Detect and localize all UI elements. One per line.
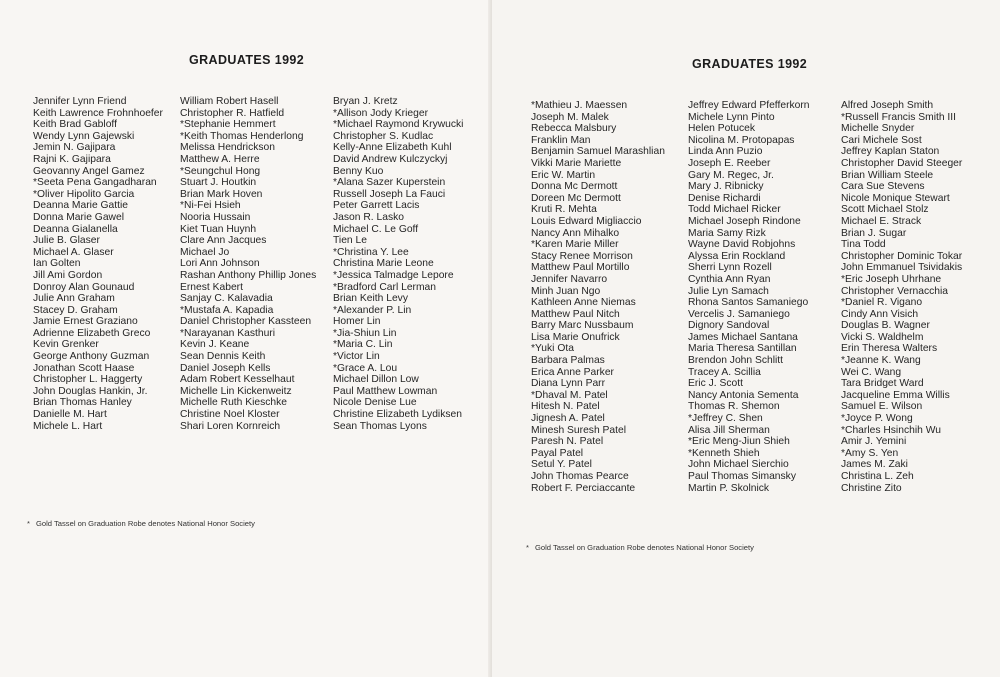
graduate-name: Rashan Anthony Phillip Jones [180,269,317,281]
graduate-name: Denise Richardi [688,192,761,204]
graduate-name: Cari Michele Sost [841,134,922,146]
graduate-name: Diana Lynn Parr [531,378,606,390]
graduate-name: Brian Thomas Hanley [33,397,132,409]
graduate-name: Christina Marie Leone [333,258,434,270]
graduate-name: Lori Ann Johnson [180,258,260,270]
graduate-name: *Seeta Pena Gangadharan [33,177,157,189]
graduate-name: Scott Michael Stolz [841,204,929,216]
graduate-name: Stuart J. Houtkin [180,177,257,189]
graduate-name: Michael Joseph Rindone [688,215,801,227]
footnote-text: Gold Tassel on Graduation Robe denotes National Honor Society [35,519,255,528]
graduate-name: Kelly-Anne Elizabeth Kuhl [333,142,452,154]
graduate-name: *Jeanne K. Wang [841,355,921,367]
graduate-name: *Karen Marie Miller [531,239,619,251]
graduate-name: Rebecca Malsbury [531,123,617,135]
graduate-name: Dignory Sandoval [688,320,770,332]
graduate-name: Robert F. Perciaccante [531,482,636,494]
graduate-name: Kevin Grenker [33,339,99,351]
graduate-name: Joseph M. Malek [531,111,609,123]
graduate-name: Christopher Dominic Tokar [841,250,963,262]
graduate-name: Brian Mark Hoven [180,188,263,200]
graduate-name: Samuel E. Wilson [841,401,923,413]
graduate-name: Linda Ann Puzio [688,146,763,158]
graduate-name: Wayne David Robjohns [688,239,796,251]
right-page [492,0,1000,677]
graduate-name: Adrienne Elizabeth Greco [33,327,151,339]
graduate-name: Kevin J. Keane [180,339,250,351]
graduate-name: *Grace A. Lou [333,362,398,374]
graduate-name: *Maria C. Lin [333,339,393,351]
graduate-name: Alisa Jill Sherman [688,424,770,436]
page-title: GRADUATES 1992 [189,53,305,67]
graduate-name: Sean Dennis Keith [180,351,266,363]
graduate-name: Brian J. Sugar [841,227,907,239]
graduate-name: Jeffrey Edward Pfefferkorn [688,100,810,111]
graduate-name: Deanna Marie Gattie [33,200,129,212]
graduate-name: Matthew A. Herre [180,153,260,165]
graduate-name: Tracey A. Scillia [688,366,761,378]
left-page [0,0,492,677]
graduate-name: Doreen Mc Dermott [531,192,621,204]
graduate-name: Jennifer Navarro [531,273,608,285]
graduate-name: Daniel Joseph Kells [180,362,271,374]
graduate-name: Maria Samy Rizk [688,227,766,239]
graduate-name: Danielle M. Hart [33,409,107,421]
graduate-name: Shari Loren Kornreich [180,420,281,432]
graduate-name: Nancy Ann Mihalko [531,227,620,239]
graduate-name: Christopher S. Kudlac [333,130,434,142]
graduate-name: Payal Patel [531,447,584,459]
graduate-name: *Narayanan Kasthuri [180,327,276,339]
graduate-name: Christopher L. Haggerty [33,374,143,386]
graduate-name: Melissa Hendrickson [180,142,275,154]
graduate-name: Christopher David Steeger [841,157,963,169]
page-title: GRADUATES 1992 [692,57,808,71]
graduate-name: William Robert Hasell [180,96,279,107]
graduate-name: Stacey D. Graham [33,304,118,316]
graduate-name: Joseph E. Reeber [688,157,771,169]
graduate-name: James M. Zaki [841,459,908,471]
graduate-name: Erin Theresa Walters [841,343,938,355]
graduate-name: Rajni K. Gajipara [33,153,111,165]
graduate-name: *Dhaval M. Patel [531,389,608,401]
graduate-name: Jill Ami Gordon [33,269,103,281]
graduate-name: Michelle Lin Kickenweitz [180,385,292,397]
graduate-name: Setul Y. Patel [531,459,592,471]
graduate-name: Jonathan Scott Haase [33,362,135,374]
graduate-name: Julie Ann Graham [33,293,115,305]
graduate-name: Brendon John Schlitt [688,355,784,367]
graduate-name: Kruti R. Mehta [531,204,597,216]
graduate-name: John Michael Sierchio [688,459,789,471]
graduate-name: *Jia-Shiun Lin [333,327,397,339]
graduate-name: *Jessica Talmadge Lepore [333,269,454,281]
graduate-name: Cynthia Ann Ryan [688,273,771,285]
graduate-name: Sean Thomas Lyons [333,420,427,432]
graduate-name: Michelle Snyder [841,123,915,135]
graduate-name: Jignesh A. Patel [531,413,605,425]
graduate-name: Nooria Hussain [180,211,251,223]
graduate-name: *Alexander P. Lin [333,304,412,316]
graduate-name: Erica Anne Parker [531,366,614,378]
graduate-name: Paul Thomas Simansky [688,471,796,482]
graduate-name: *Eric Joseph Uhrhane [841,273,942,285]
graduate-name: Wendy Lynn Gajewski [33,130,135,142]
graduate-name: Alfred Joseph Smith [841,100,934,111]
graduate-name: Matthew Paul Nitch [531,308,620,320]
name-column [688,100,810,494]
graduate-name: *Oliver Hipolito Garcia [33,188,135,200]
graduate-name: Michelle Ruth Kieschke [180,397,288,409]
graduate-name: Sanjay C. Kalavadia [180,293,273,305]
graduate-name: Minesh Suresh Patel [531,424,627,436]
graduate-name: Mary J. Ribnicky [688,181,764,193]
graduate-name: Todd Michael Ricker [688,204,781,216]
graduate-name: Michael E. Strack [841,215,922,227]
name-column [180,96,316,432]
graduate-name: Nicolina M. Protopapas [688,134,795,146]
graduate-name: Amir J. Yemini [841,436,907,448]
graduate-name: Ian Golten [33,258,81,270]
graduate-name: Nancy Antonia Sementa [688,389,799,401]
graduate-name: Michael C. Le Goff [333,223,419,235]
graduate-name: Donroy Alan Gounaud [33,281,135,293]
graduate-name: Julie Lyn Samach [688,285,769,297]
graduate-name: *Victor Lin [333,351,380,363]
graduate-name: Brian Keith Levy [333,293,408,305]
graduate-name: Maria Theresa Santillan [688,343,797,355]
graduate-name: Rhona Santos Samaniego [688,297,809,309]
graduate-name: *Eric Meng-Jiun Shieh [688,436,790,448]
graduate-name: Clare Ann Jacques [180,235,267,247]
footnote [526,543,754,552]
graduate-name: Michael Jo [180,246,230,258]
graduate-name: *Joyce P. Wong [841,413,913,425]
graduate-name: Christine Zito [841,482,902,494]
graduate-name: Donna Mc Dermott [531,181,618,193]
graduate-name: Donna Marie Gawel [33,211,124,223]
graduate-name: Jeffrey Kaplan Staton [841,146,940,158]
graduate-name: Barry Marc Nussbaum [531,320,634,332]
graduate-name: Daniel Christopher Kassteen [180,316,312,328]
graduate-name: Michele L. Hart [33,420,103,432]
graduate-name: Geovanny Angel Gamez [33,165,145,177]
graduate-name: Louis Edward Migliaccio [531,215,642,227]
name-column [531,100,665,494]
graduate-name: Cindy Ann Visich [841,308,919,320]
graduate-name: Michael A. Glaser [33,246,114,258]
footnote [27,519,255,528]
graduate-name: *Kenneth Shieh [688,447,760,459]
graduate-name: Nicole Denise Lue [333,397,417,409]
name-column [33,96,163,432]
graduate-name: Julie B. Glaser [33,235,100,247]
graduate-name: Paresh N. Patel [531,436,604,448]
graduate-name: Keith Lawrence Frohnhoefer [33,107,163,119]
graduate-name: Keith Brad Gabloff [33,119,117,131]
graduate-name: Jamie Ernest Graziano [33,316,138,328]
graduate-name: Bryan J. Kretz [333,96,398,107]
graduate-name: *Yuki Ota [531,343,574,355]
graduate-name: Kiet Tuan Huynh [180,223,257,235]
graduate-name: Gary M. Regec, Jr. [688,169,774,181]
graduate-name: Benny Kuo [333,165,384,177]
graduate-name: Christopher R. Hatfield [180,107,285,119]
graduate-name: Peter Garrett Lacis [333,200,420,212]
graduate-name: John Douglas Hankin, Jr. [33,385,148,397]
graduate-name: Benjamin Samuel Marashlian [531,146,665,158]
footnote-text: Gold Tassel on Graduation Robe denotes National Honor Society [534,543,754,552]
graduate-name: Alyssa Erin Rockland [688,250,786,262]
footnote-marker: * [27,519,30,528]
graduate-name: Barbara Palmas [531,355,605,367]
graduate-name: Vercelis J. Samaniego [688,308,790,320]
graduate-name: Matthew Paul Mortillo [531,262,630,274]
graduate-name: *Jeffrey C. Shen [688,413,763,425]
graduate-name: Lisa Marie Onufrick [531,331,620,343]
graduate-name: Deanna Gialanella [33,223,118,235]
graduate-name: *Christina Y. Lee [333,246,409,258]
graduate-name: *Ni-Fei Hsieh [180,200,241,212]
graduate-name: Sherri Lynn Rozell [688,262,772,274]
graduate-name: *Michael Raymond Krywucki [333,119,464,131]
graduate-name: Cara Sue Stevens [841,181,925,193]
graduate-name: Paul Matthew Lowman [333,385,438,397]
graduate-name: Homer Lin [333,316,381,328]
graduate-name: Martin P. Skolnick [688,482,770,494]
graduate-name: Michele Lynn Pinto [688,111,775,123]
graduate-name: *Amy S. Yen [841,447,899,459]
graduate-name: Hitesh N. Patel [531,401,600,413]
graduate-name: *Bradford Carl Lerman [333,281,437,293]
name-column [841,100,962,494]
graduate-name: *Charles Hsinchih Wu [841,424,941,436]
graduate-name: Wei C. Wang [841,366,902,378]
graduate-name: Stacy Renee Morrison [531,250,633,262]
graduate-name: David Andrew Kulczyckyj [333,153,448,165]
graduate-name: Jemin N. Gajipara [33,142,116,154]
graduate-name: Tien Le [333,235,367,247]
graduate-name: Tina Todd [841,239,886,251]
graduate-name: Christina L. Zeh [841,471,914,482]
graduate-name: *Mustafa A. Kapadia [180,304,274,316]
graduate-name: Jason R. Lasko [333,211,404,223]
graduate-name: Christine Noel Kloster [180,409,280,421]
graduate-name: *Daniel R. Vigano [841,297,923,309]
graduate-name: Christine Elizabeth Lydiksen [333,409,462,421]
graduate-name: Franklin Man [531,134,591,146]
graduate-name: Vicki S. Waldhelm [841,331,924,343]
graduate-name: Eric W. Martin [531,169,596,181]
graduate-name: Helen Potucek [688,123,755,135]
graduate-name: Nicole Monique Stewart [841,192,950,204]
graduate-name: *Allison Jody Krieger [333,107,429,119]
graduate-name: Kathleen Anne Niemas [531,297,636,309]
graduate-name: John Thomas Pearce [531,471,629,482]
graduate-name: Ernest Kabert [180,281,243,293]
graduate-name: Russell Joseph La Fauci [333,188,446,200]
graduate-name: *Stephanie Hemmert [180,119,276,131]
graduate-name: Eric J. Scott [688,378,743,390]
graduate-name: *Seungchul Hong [180,165,261,177]
graduate-name: *Russell Francis Smith III [841,111,957,123]
graduate-name: George Anthony Guzman [33,351,150,363]
graduate-name: Michael Dillon Low [333,374,419,386]
graduate-name: *Alana Sazer Kuperstein [333,177,446,189]
graduate-name: Jennifer Lynn Friend [33,96,127,107]
graduate-name: Adam Robert Kesselhaut [180,374,295,386]
graduate-name: Christopher Vernacchia [841,285,949,297]
graduate-name: Jacqueline Emma Willis [841,389,950,401]
footnote-marker: * [526,543,529,552]
graduate-name: Tara Bridget Ward [841,378,924,390]
graduate-name: *Mathieu J. Maessen [531,100,628,111]
graduate-name: James Michael Santana [688,331,798,343]
name-column [333,96,463,432]
graduate-name: Brian William Steele [841,169,934,181]
graduate-name: Douglas B. Wagner [841,320,930,332]
graduate-name: Thomas R. Shemon [688,401,780,413]
graduate-name: John Emmanuel Tsividakis [841,262,963,274]
graduate-name: Vikki Marie Mariette [531,157,622,169]
graduate-name: Minh Juan Ngo [531,285,601,297]
graduate-name: *Keith Thomas Henderlong [180,130,304,142]
